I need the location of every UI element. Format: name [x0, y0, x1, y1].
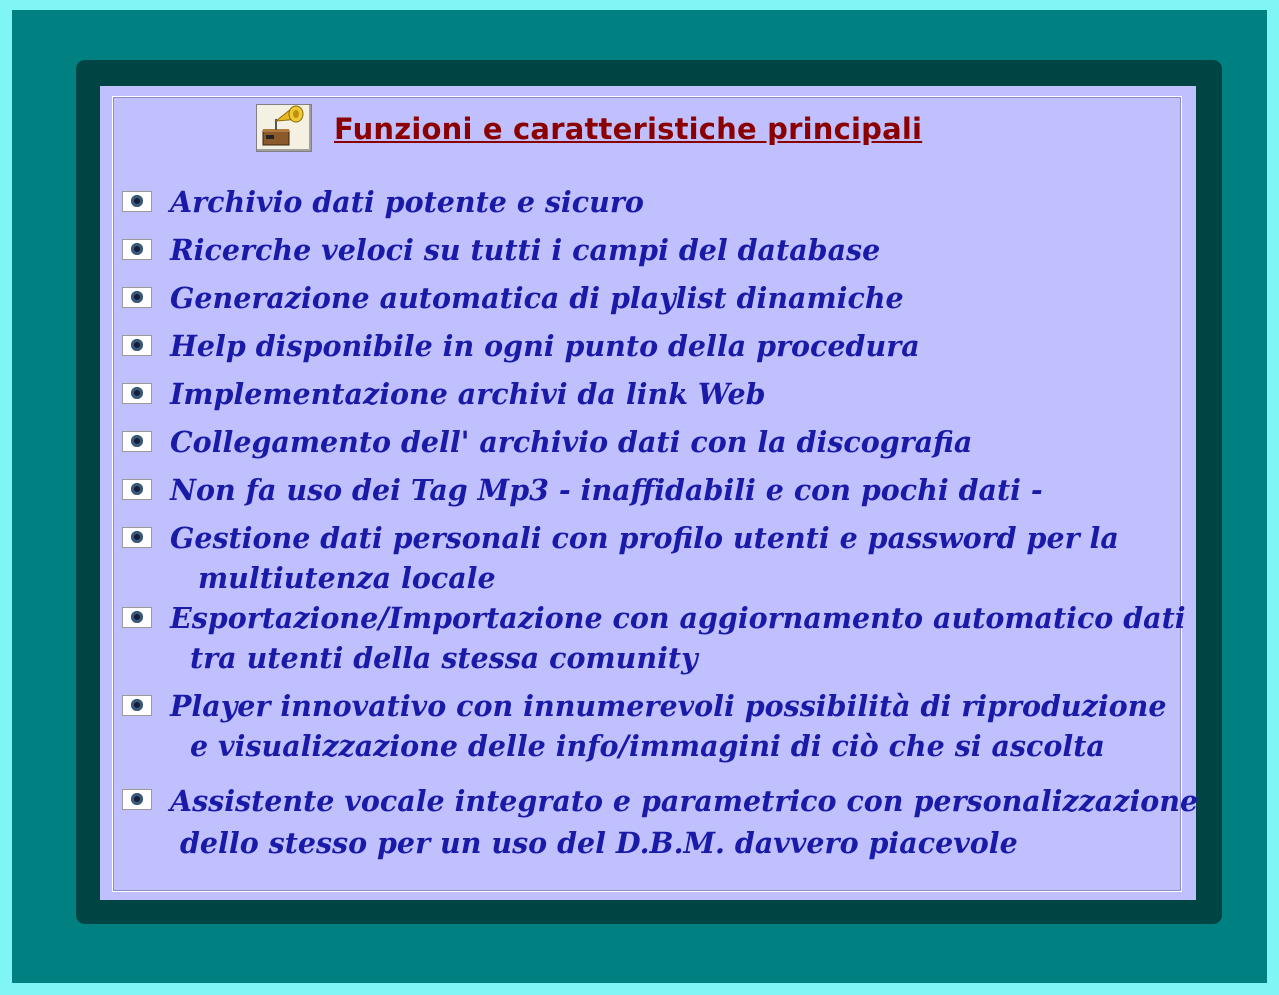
bullet-icon	[122, 287, 152, 308]
bullet-icon	[122, 191, 152, 212]
feature-text: Archivio dati potente e sicuro	[170, 185, 644, 219]
feature-text-continued: tra utenti della stessa comunity	[190, 641, 698, 675]
bullet-icon	[122, 335, 152, 356]
feature-text: Non fa uso dei Tag Mp3 - inaffidabili e con pochi dati -	[170, 473, 1043, 507]
bullet-icon	[122, 607, 152, 628]
bullet-icon	[122, 695, 152, 716]
page-title: Funzioni e caratteristiche principali	[334, 112, 923, 146]
feature-text: Gestione dati personali con profilo utenti e password per la	[170, 521, 1119, 555]
bullet-icon	[122, 479, 152, 500]
feature-text: Ricerche veloci su tutti i campi del database	[170, 233, 881, 267]
feature-text-continued: e visualizzazione delle info/immagini di ciò che si ascolta	[190, 729, 1105, 763]
feature-text: Assistente vocale integrato e parametrico con personalizzazione	[170, 784, 1199, 818]
feature-text-continued: dello stesso per un uso del D.B.M. davvero piacevole	[180, 826, 1018, 860]
feature-text: Implementazione archivi da link Web	[170, 377, 766, 411]
features-panel	[100, 86, 1199, 900]
bullet-icon	[122, 383, 152, 404]
feature-text: Player innovativo con innumerevoli possibilità di riproduzione	[170, 689, 1167, 723]
feature-text-continued: multiutenza locale	[198, 561, 496, 595]
feature-text: Generazione automatica di playlist dinamiche	[170, 281, 904, 315]
feature-text: Help disponibile in ogni punto della procedura	[170, 329, 920, 363]
bullet-icon	[122, 527, 152, 548]
bullet-icon	[122, 239, 152, 260]
bullet-icon	[122, 789, 152, 810]
bullet-icon	[122, 431, 152, 452]
feature-text: Collegamento dell' archivio dati con la discografia	[170, 425, 973, 459]
gramophone-icon	[256, 104, 312, 152]
feature-text: Esportazione/Importazione con aggiornamento automatico dati	[170, 601, 1186, 635]
